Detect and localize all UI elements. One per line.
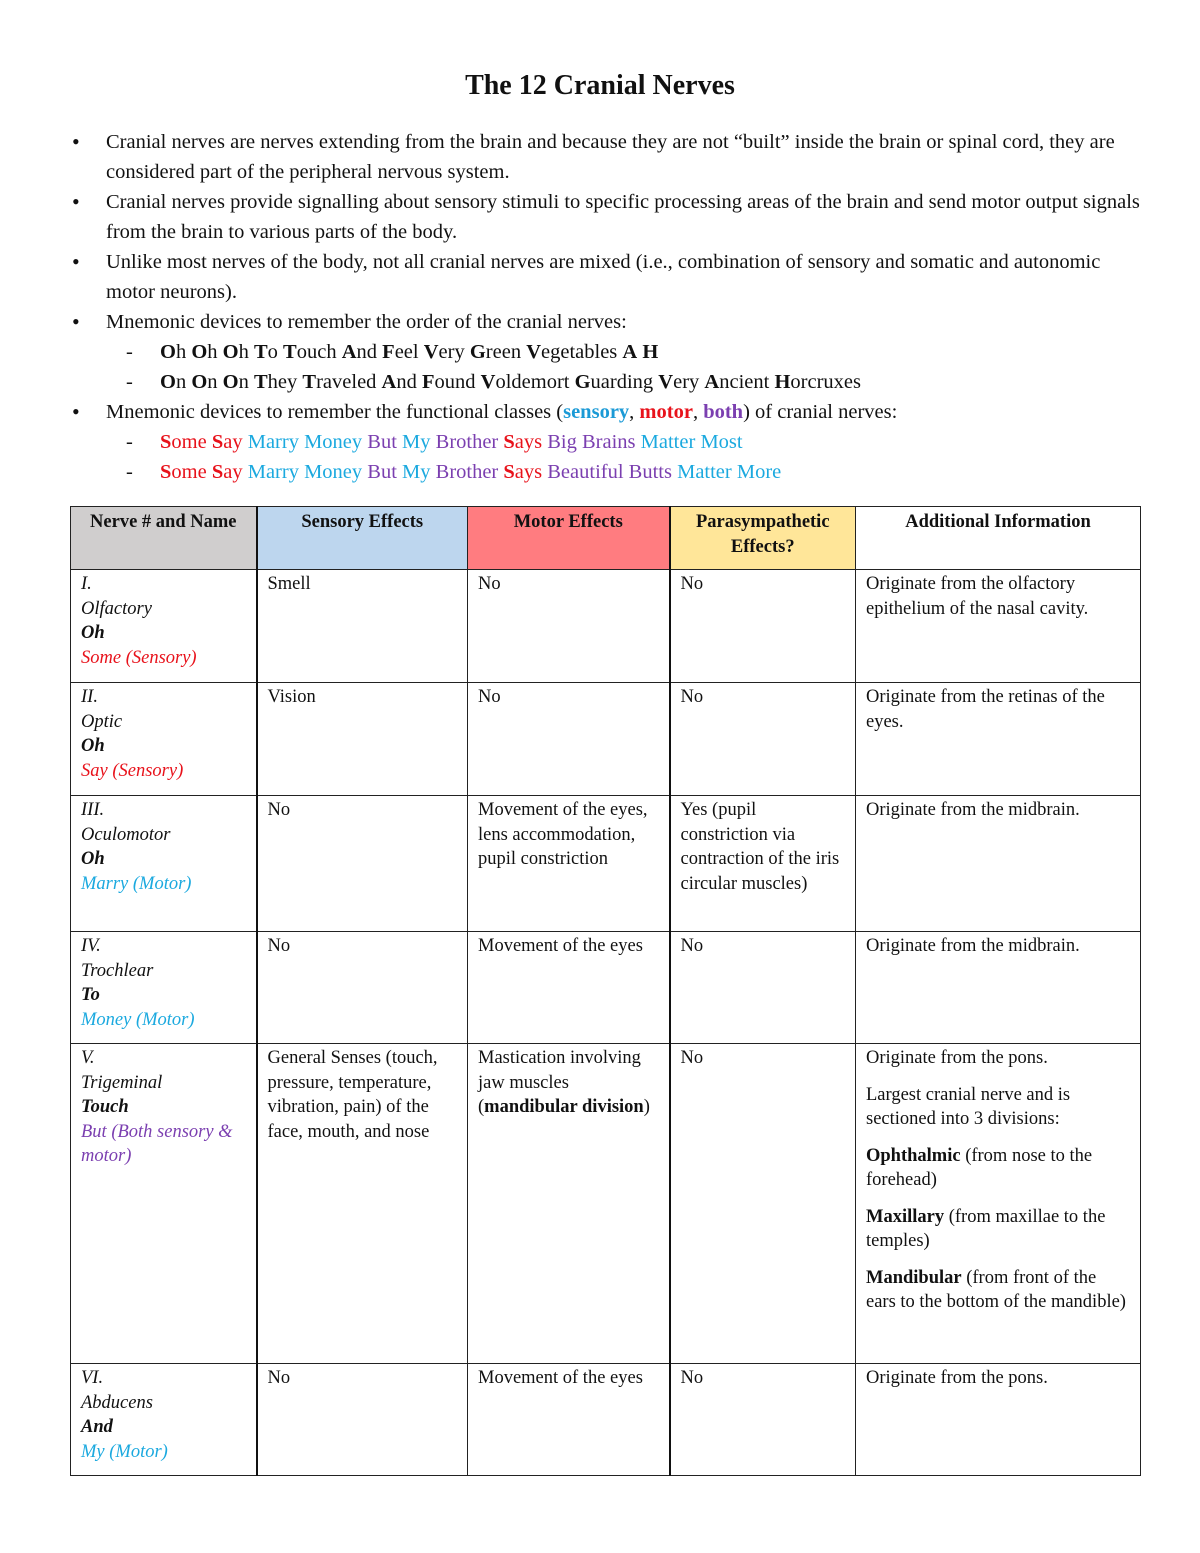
additional-cell: Originate from the pons. Largest cranial nerve and is sectioned into 3 divisions: Ophthalmic (from nose to the forehead) Maxillary (from maxillae to the temples) Mandibular (from front of the ears to the bottom of the mandible) <box>856 1044 1141 1364</box>
sensory-cell: General Senses (touch, pressure, temperature, vibration, pain) of the face, mouth, and nose <box>257 1044 468 1364</box>
header-motor: Motor Effects <box>468 507 670 570</box>
nerve-name-cell: II. Optic Oh Say (Sensory) <box>71 683 257 796</box>
table-row <box>71 1364 1141 1476</box>
division-mandibular: Mandibular (from front of the ears to the bottom of the mandible) <box>866 1267 1126 1312</box>
nerve-name-cell: III. Oculomotor Oh Marry (Motor) <box>71 796 257 932</box>
table-header-row <box>71 507 1141 570</box>
bullet-signalling: • Cranial nerves provide signalling about sensory stimuli to specific processing areas of the brain and send motor output signals from the brain to various parts of the body. <box>70 187 1142 247</box>
table-row <box>71 570 1141 683</box>
sensory-cell: Smell <box>257 570 468 683</box>
intro-bullet-list <box>70 127 1142 487</box>
table-row <box>71 683 1141 796</box>
header-nerve-name: Nerve # and Name <box>71 507 257 570</box>
table-row <box>71 1044 1141 1364</box>
sensory-cell: No <box>257 932 468 1044</box>
order-mnemonic-2: - On On On They Traveled And Found Voldemort Guarding Very Ancient Horcruxes <box>106 367 1142 397</box>
sensory-cell: No <box>257 1364 468 1476</box>
parasympathetic-cell: No <box>670 570 856 683</box>
class-mnemonic-2: - Some Say Marry Money But My Brother Says Beautiful Butts Matter More <box>106 457 1142 487</box>
word-both: both <box>703 401 744 423</box>
page-title: The 12 Cranial Nerves <box>465 70 735 101</box>
motor-cell: Mastication involving jaw muscles (mandibular division) <box>468 1044 670 1364</box>
header-additional: Additional Information <box>856 507 1141 570</box>
bullet-mixed: • Unlike most nerves of the body, not all cranial nerves are mixed (i.e., combination of sensory and somatic and autonomic motor neurons). <box>70 247 1142 307</box>
additional-cell: Originate from the pons. <box>856 1364 1141 1476</box>
additional-cell: Originate from the midbrain. <box>856 796 1141 932</box>
division-maxillary: Maxillary (from maxillae to the temples) <box>866 1206 1106 1251</box>
word-motor: motor <box>639 401 693 423</box>
header-sensory: Sensory Effects <box>257 507 468 570</box>
table-row <box>71 796 1141 932</box>
sensory-cell: No <box>257 796 468 932</box>
word-sensory: sensory <box>563 401 630 423</box>
nerve-name-cell: V. Trigeminal Touch But (Both sensory & motor) <box>71 1044 257 1364</box>
parasympathetic-cell: No <box>670 1364 856 1476</box>
bullet-order-mnemonics <box>70 307 1142 397</box>
bullet-definition: • Cranial nerves are nerves extending from the brain and because they are not “built” inside the brain or spinal cord, they are considered part of the peripheral nervous system. <box>70 127 1142 187</box>
division-ophthalmic: Ophthalmic (from nose to the forehead) <box>866 1145 1093 1190</box>
motor-cell: No <box>468 570 670 683</box>
order-mnemonics-label: Mnemonic devices to remember the order of the cranial nerves: <box>106 311 627 333</box>
sensory-cell: Vision <box>257 683 468 796</box>
bullet-class-mnemonics: • Mnemonic devices to remember the functional classes (sensory, motor, both) of cranial nerves: - Some Say Marry Money But My Brother Says Big Brains Matter Most - Some Say Marry Money But My Brother Says Beautiful Butts Matter More <box>70 397 1142 487</box>
parasympathetic-cell: Yes (pupil constriction via contraction of the iris circular muscles) <box>670 796 856 932</box>
order-mnemonic-1: - Oh Oh Oh To Touch And Feel Very Green Vegetables A H <box>106 337 1142 367</box>
nerve-name-cell: IV. Trochlear To Money (Motor) <box>71 932 257 1044</box>
class-mnemonic-list <box>106 427 1142 487</box>
nerve-name-cell: I. Olfactory Oh Some (Sensory) <box>71 570 257 683</box>
additional-cell: Originate from the olfactory epithelium of the nasal cavity. <box>856 570 1141 683</box>
class-mnemonic-1: - Some Say Marry Money But My Brother Says Big Brains Matter Most <box>106 427 1142 457</box>
motor-cell: Movement of the eyes <box>468 1364 670 1476</box>
parasympathetic-cell: No <box>670 932 856 1044</box>
cranial-nerves-table <box>70 506 1141 1476</box>
additional-cell: Originate from the midbrain. <box>856 932 1141 1044</box>
table-row <box>71 932 1141 1044</box>
additional-cell: Originate from the retinas of the eyes. <box>856 683 1141 796</box>
order-mnemonic-list <box>106 337 1142 397</box>
parasympathetic-cell: No <box>670 683 856 796</box>
parasympathetic-cell: No <box>670 1044 856 1364</box>
motor-cell: Movement of the eyes <box>468 932 670 1044</box>
header-parasympathetic: Parasympathetic Effects? <box>670 507 856 570</box>
motor-cell: No <box>468 683 670 796</box>
motor-cell: Movement of the eyes, lens accommodation, pupil constriction <box>468 796 670 932</box>
nerve-name-cell: VI. Abducens And My (Motor) <box>71 1364 257 1476</box>
